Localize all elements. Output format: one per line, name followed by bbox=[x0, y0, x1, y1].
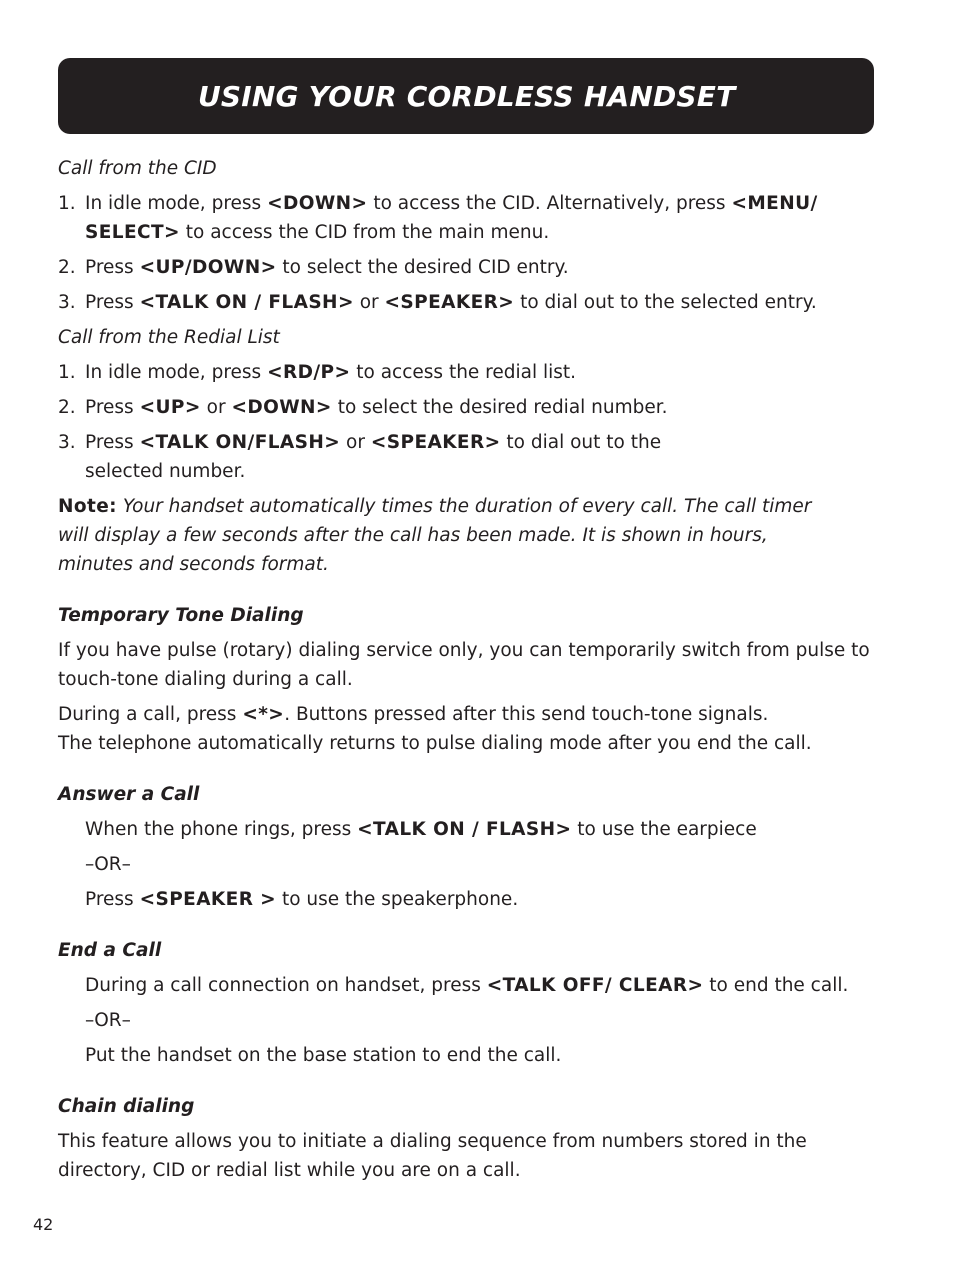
para-text: During a call connection on handset, press bbox=[85, 975, 487, 996]
step-number: 1. bbox=[58, 193, 76, 214]
answer-line-1 bbox=[58, 815, 888, 844]
step-text: Press bbox=[85, 432, 140, 453]
temp-tone-heading: Temporary Tone Dialing bbox=[58, 605, 304, 626]
step-text: In idle mode, press bbox=[85, 362, 268, 383]
answer-heading: Answer a Call bbox=[58, 784, 200, 805]
cid-step-3 bbox=[58, 288, 888, 317]
para-text: to use the earpiece bbox=[571, 819, 757, 840]
temp-tone-paragraph-2 bbox=[58, 700, 888, 758]
key-talk-on-flash: <TALK ON / FLASH> bbox=[357, 819, 572, 840]
key-rd-p: <RD/P> bbox=[267, 362, 351, 383]
key-up-down: <UP/DOWN> bbox=[139, 257, 277, 278]
key-up: <UP> bbox=[139, 397, 201, 418]
para-text: When the phone rings, press bbox=[85, 819, 358, 840]
answer-line-2 bbox=[58, 885, 888, 914]
para-text: During a call, press bbox=[58, 704, 243, 725]
para-text: to end the call. bbox=[703, 975, 849, 996]
key-speaker: <SPEAKER> bbox=[370, 432, 501, 453]
chain-paragraph: This feature allows you to initiate a dialing sequence from numbers stored in the directory, CID or redial list while you are on a call. bbox=[58, 1131, 807, 1181]
end-line-1 bbox=[58, 971, 888, 1000]
step-text: to dial out to the selected number. bbox=[85, 432, 662, 482]
cid-step-1 bbox=[58, 189, 888, 247]
key-down: <DOWN> bbox=[267, 193, 368, 214]
step-text: or bbox=[340, 432, 371, 453]
redial-heading: Call from the Redial List bbox=[58, 327, 280, 348]
redial-step-2 bbox=[58, 393, 888, 422]
end-line-2: Put the handset on the base station to end the call. bbox=[85, 1045, 562, 1066]
step-text: Press bbox=[85, 292, 140, 313]
step-text: to select the desired CID entry. bbox=[276, 257, 569, 278]
note-text: Your handset automatically times the duration of every call. The call timer will display a few seconds after the call has been made. It is shown in hours, minutes and seconds format. bbox=[58, 496, 812, 575]
answer-or: –OR– bbox=[85, 854, 131, 875]
step-number: 3. bbox=[58, 292, 76, 313]
step-text: In idle mode, press bbox=[85, 193, 268, 214]
step-text: to select the desired redial number. bbox=[331, 397, 668, 418]
para-text: The telephone automatically returns to pulse dialing mode after you end the call. bbox=[58, 733, 812, 754]
step-number: 1. bbox=[58, 362, 76, 383]
step-text: to access the CID. Alternatively, press bbox=[367, 193, 732, 214]
note-label: Note: bbox=[58, 496, 117, 517]
step-number: 3. bbox=[58, 432, 76, 453]
key-down: <DOWN> bbox=[231, 397, 332, 418]
step-number: 2. bbox=[58, 257, 76, 278]
cid-heading: Call from the CID bbox=[58, 158, 217, 179]
end-or: –OR– bbox=[85, 1010, 131, 1031]
key-speaker: <SPEAKER> bbox=[384, 292, 515, 313]
page-title: USING YOUR CORDLESS HANDSET bbox=[198, 79, 736, 113]
redial-step-1 bbox=[58, 358, 888, 387]
step-number: 2. bbox=[58, 397, 76, 418]
temp-tone-paragraph-1: If you have pulse (rotary) dialing service only, you can temporarily switch from pulse to touch-tone dialing during a call. bbox=[58, 640, 870, 690]
step-text: to access the CID from the main menu. bbox=[179, 222, 550, 243]
step-text: or bbox=[353, 292, 385, 313]
section-header-bar bbox=[58, 58, 874, 134]
cid-step-2 bbox=[58, 253, 888, 282]
key-talk-on-flash: <TALK ON/FLASH> bbox=[139, 432, 341, 453]
note-block bbox=[58, 492, 828, 579]
page-number: 42 bbox=[33, 1215, 54, 1234]
key-menu-select: <MENU/ SELECT> bbox=[85, 193, 818, 243]
key-talk-off-clear: <TALK OFF/ CLEAR> bbox=[486, 975, 704, 996]
step-text: to access the redial list. bbox=[350, 362, 577, 383]
end-heading: End a Call bbox=[58, 940, 162, 961]
key-star: <*> bbox=[242, 704, 285, 725]
para-text: Press bbox=[85, 889, 140, 910]
para-text: . Buttons pressed after this send touch-tone signals. bbox=[284, 704, 769, 725]
page-content bbox=[58, 148, 888, 1191]
step-text: to dial out to the selected entry. bbox=[514, 292, 817, 313]
step-text: or bbox=[200, 397, 232, 418]
redial-step-3 bbox=[58, 428, 725, 486]
step-text: Press bbox=[85, 257, 140, 278]
step-text: Press bbox=[85, 397, 140, 418]
para-text: to use the speakerphone. bbox=[276, 889, 519, 910]
key-talk-on-flash: <TALK ON / FLASH> bbox=[139, 292, 354, 313]
chain-heading: Chain dialing bbox=[58, 1096, 195, 1117]
key-speaker: <SPEAKER > bbox=[139, 889, 277, 910]
